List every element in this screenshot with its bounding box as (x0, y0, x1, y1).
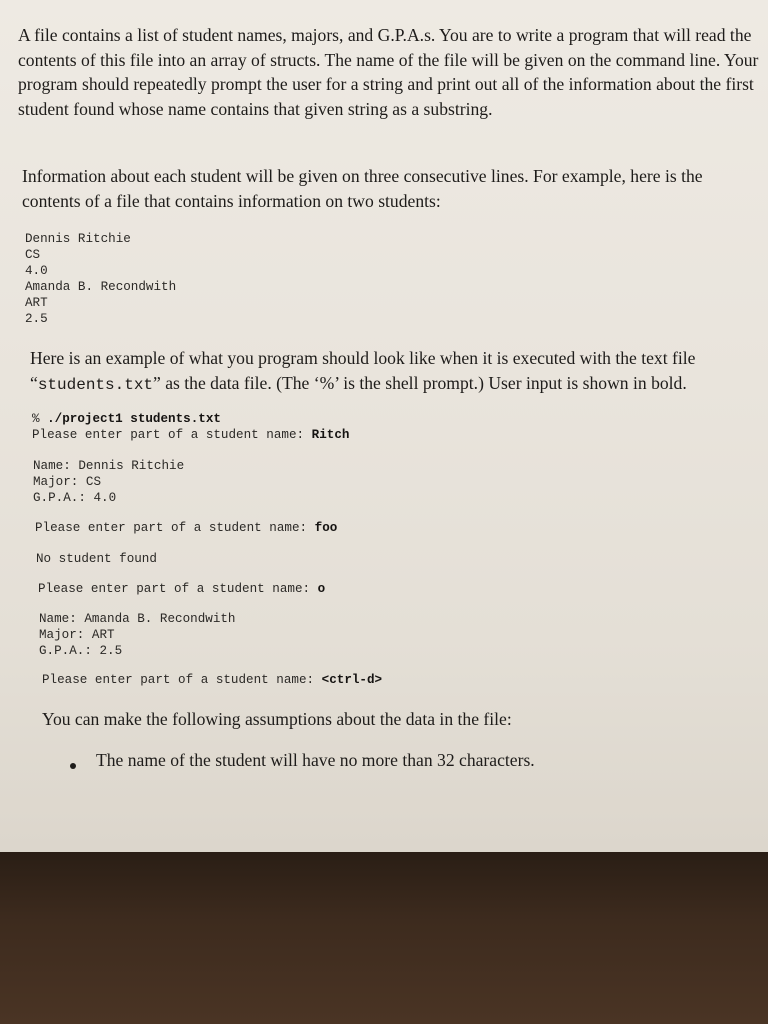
desk-background (0, 852, 768, 1024)
prompt-text: Please enter part of a student name: (32, 428, 312, 442)
user-input: <ctrl-d> (321, 673, 383, 687)
format-paragraph: Information about each student will be given on three consecutive lines. For example, here is the contents of a file that contains information on two students: (22, 166, 703, 211)
sample-line: Dennis Ritchie (25, 232, 131, 246)
result-block-2 (39, 611, 236, 659)
assumption-item: The name of the student will have no more than 32 characters. (96, 750, 535, 770)
session-block-1 (32, 411, 349, 443)
user-input: o (317, 582, 326, 596)
result-line: Major: ART (39, 628, 115, 642)
user-input: Ritch (311, 428, 350, 442)
result-block-1 (33, 458, 184, 506)
result-line: G.P.A.: 2.5 (39, 644, 123, 658)
prompt-text: Please enter part of a student name: (42, 673, 322, 687)
sample-line: 4.0 (25, 264, 48, 278)
sample-line: ART (25, 296, 48, 310)
prompt-text: Please enter part of a student name: (38, 582, 318, 596)
prompt-text: Please enter part of a student name: (35, 521, 315, 535)
prompt-line (38, 581, 325, 597)
sample-line: Amanda B. Recondwith (25, 280, 177, 294)
prompt-line (32, 427, 349, 443)
sample-line: CS (25, 248, 41, 262)
result-line: G.P.A.: 4.0 (33, 491, 117, 505)
sample-file-block (25, 231, 176, 327)
user-input: foo (314, 521, 338, 535)
sample-line: 2.5 (25, 312, 48, 326)
result-line: Name: Dennis Ritchie (33, 459, 185, 473)
not-found-line: No student found (36, 552, 157, 566)
bullet-icon (70, 763, 76, 769)
result-line: Name: Amanda B. Recondwith (39, 612, 236, 626)
prompt-line (35, 520, 337, 536)
shell-prompt: % (32, 412, 48, 426)
example-filename: students.txt (37, 375, 154, 394)
command-input: ./project1 students.txt (47, 412, 221, 426)
example-text-post: ” as the data file. (The ‘%’ is the shell prompt.) User input is shown in bold. (153, 372, 687, 393)
intro-paragraph: A file contains a list of student names, majors, and G.P.A.s. You are to write a program that will read the contents of this file into an array of structs. The name of the file will be given on the command line. Your program should repeatedly prompt the user for a string and print out all of the information about the first student found whose name contains that given string as a substring. (18, 25, 759, 119)
command-line (32, 411, 349, 427)
prompt-line (42, 672, 382, 688)
result-line: Major: CS (33, 475, 102, 489)
example-paragraph (30, 346, 760, 397)
example-text-pre: Here is an example of what you program should look like when it is executed with the text file “ (30, 348, 696, 393)
assumptions-intro: You can make the following assumptions about the data in the file: (42, 709, 512, 729)
